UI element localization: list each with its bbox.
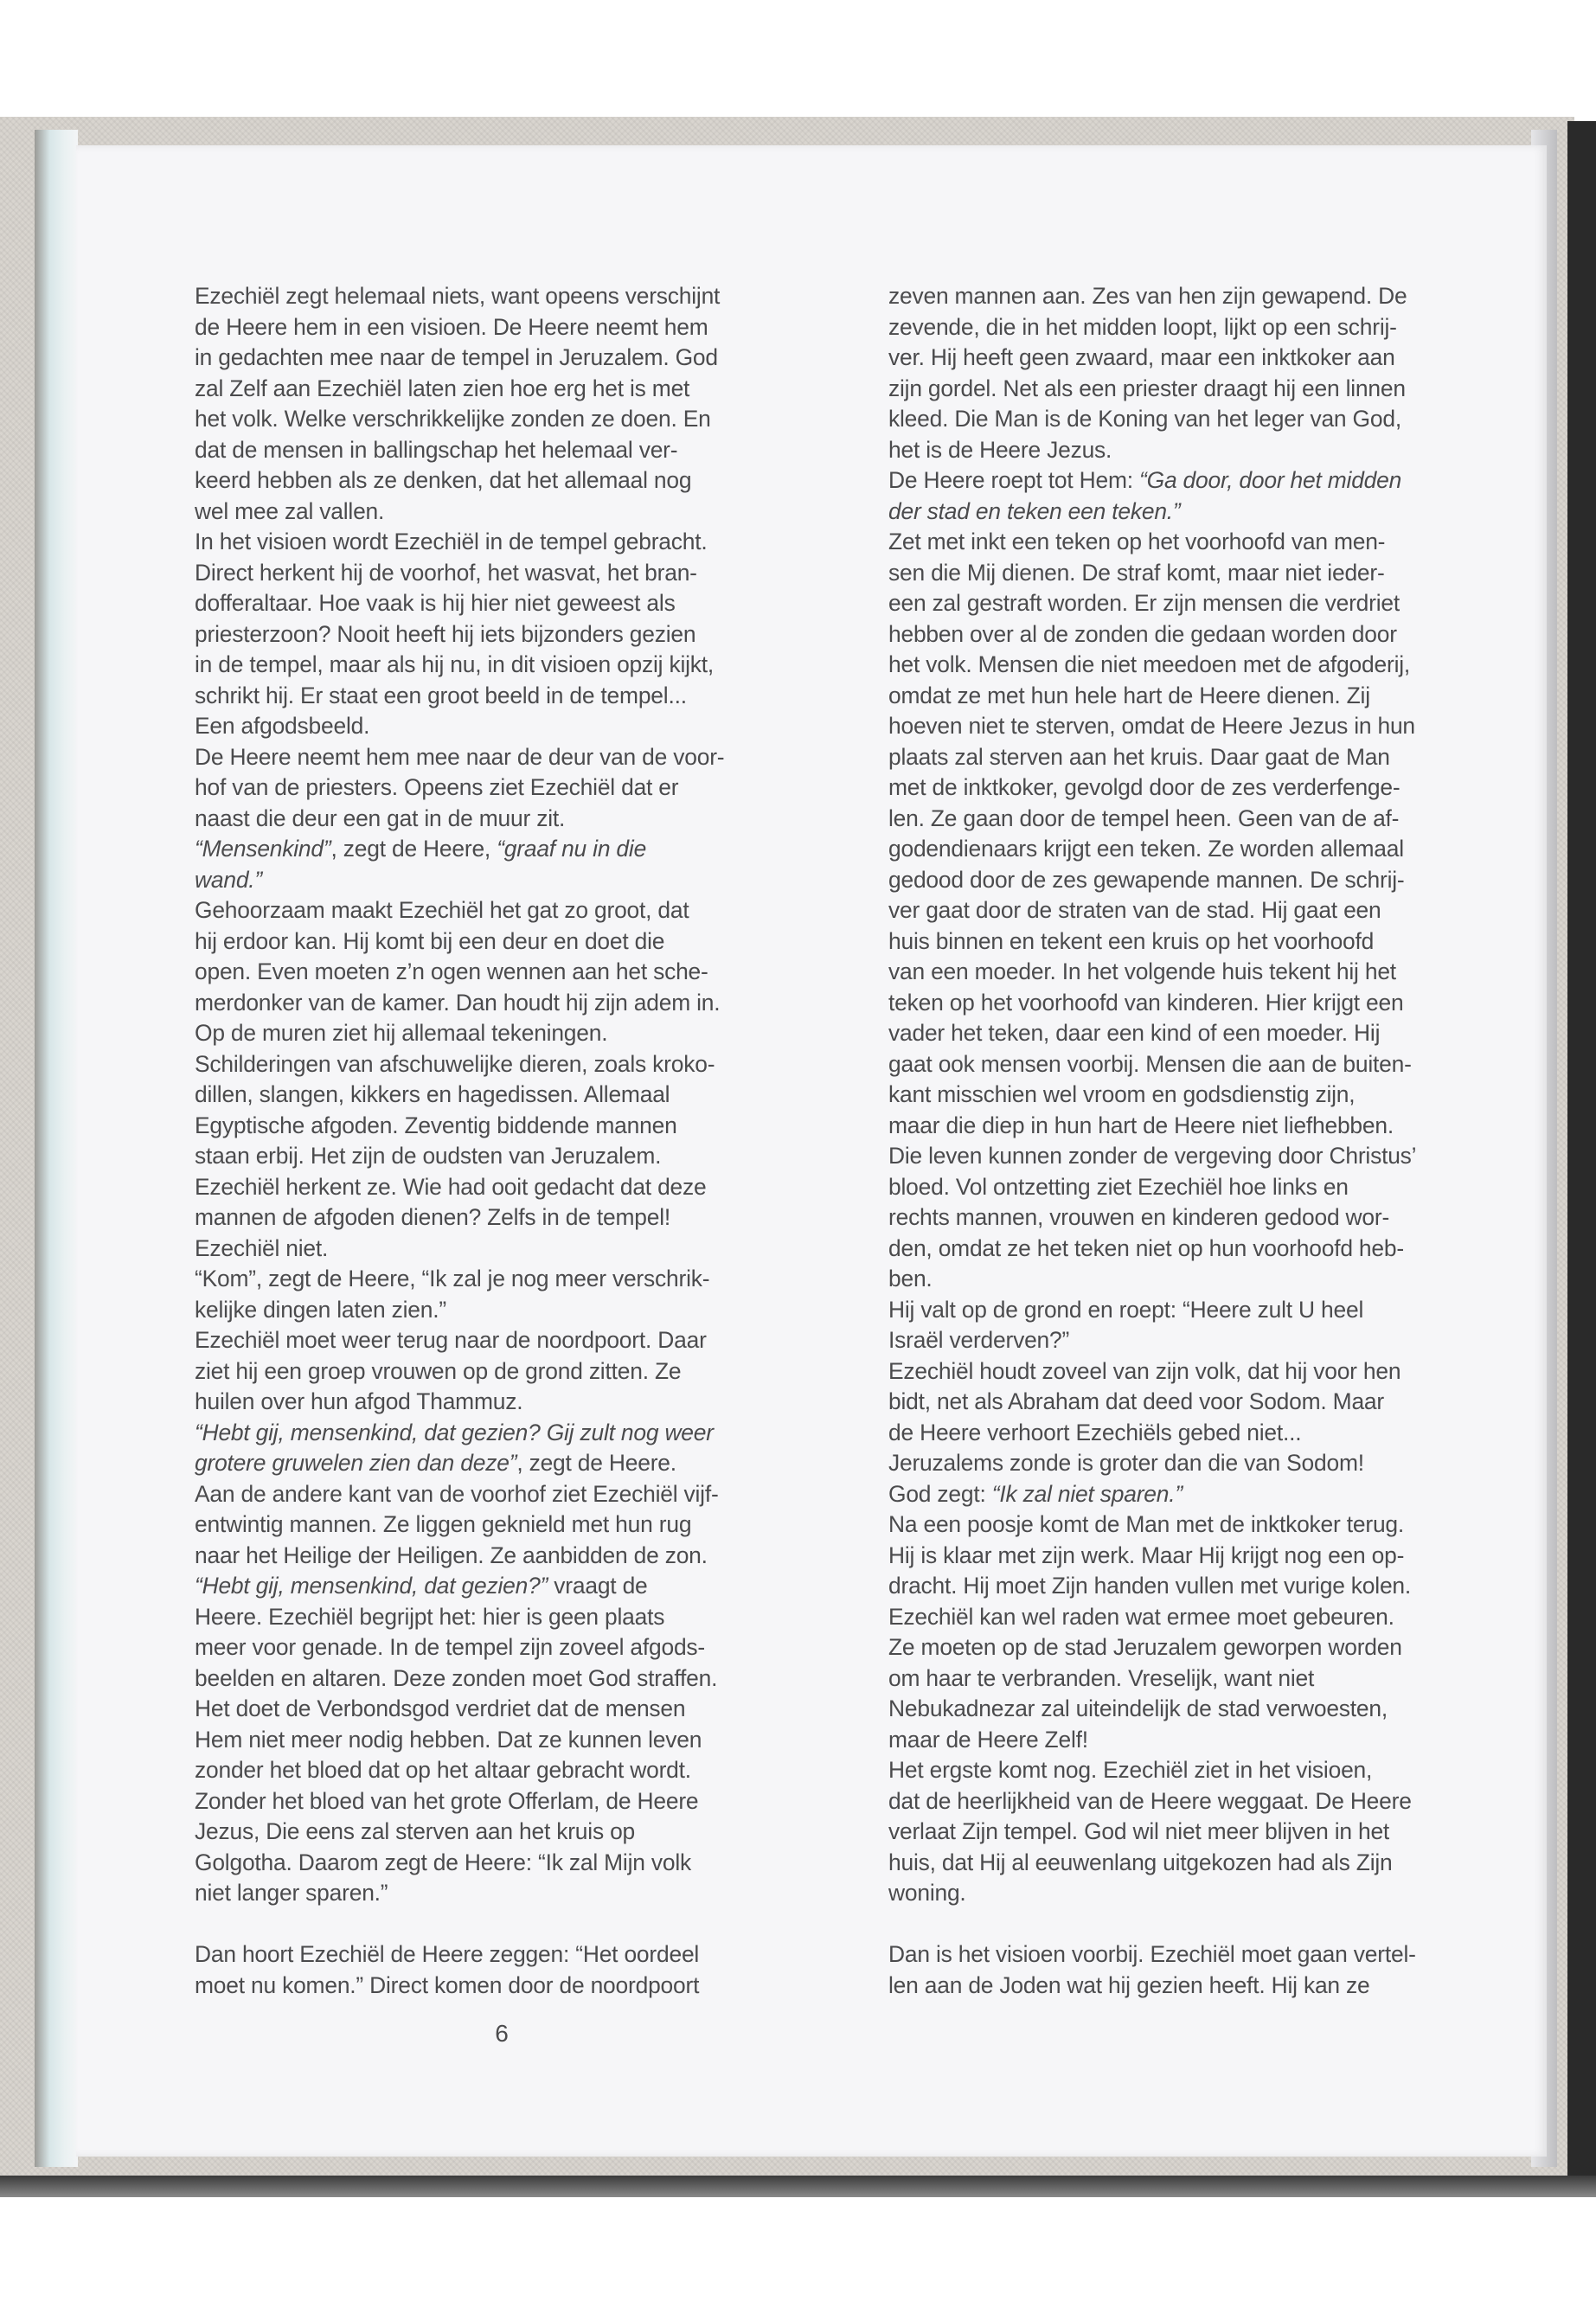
text-segment: rechts mannen, vrouwen en kinderen gedood wor- xyxy=(888,1204,1390,1230)
text-segment: kelijke dingen laten zien.” xyxy=(195,1296,446,1323)
text-line xyxy=(195,711,817,742)
text-segment: Het ergste komt nog. Ezechiël ziet in het visioen, xyxy=(888,1757,1373,1783)
text-line xyxy=(888,772,1511,804)
text-segment: hoeven niet te sterven, omdat de Heere Jezus in hun xyxy=(888,713,1415,739)
text-segment: Israël verderven?” xyxy=(888,1327,1070,1353)
text-line xyxy=(888,1448,1511,1479)
text-line xyxy=(195,558,817,589)
text-line xyxy=(195,527,817,558)
text-line xyxy=(195,1111,817,1142)
text-segment: mannen de afgoden dienen? Zelfs in de tempel! xyxy=(195,1204,670,1230)
text-line xyxy=(195,681,817,712)
text-line xyxy=(888,865,1511,896)
text-segment: Na een poosje komt de Man met de inktkoker terug. xyxy=(888,1511,1405,1537)
text-segment: Jezus, Die eens zal sterven aan het kruis op xyxy=(195,1818,636,1844)
text-line xyxy=(888,1264,1511,1295)
text-segment: de Heere verhoort Ezechiëls gebed niet... xyxy=(888,1419,1302,1445)
text-segment: gedood door de zes gewapende mannen. De schrij- xyxy=(888,866,1405,893)
text-segment: teken op het voorhoofd van kinderen. Hier krijgt een xyxy=(888,989,1404,1016)
text-line xyxy=(888,1939,1511,1971)
text-segment: hebben over al de zonden die gedaan worden door xyxy=(888,620,1397,647)
italic-text: “graaf nu in die xyxy=(497,836,647,862)
text-line xyxy=(195,497,817,528)
text-line xyxy=(195,804,817,835)
text-segment: , zegt de Heere. xyxy=(516,1450,676,1476)
text-line xyxy=(888,1663,1511,1695)
scan-backdrop-bottom xyxy=(0,2176,1596,2197)
text-line xyxy=(888,404,1511,435)
text-line xyxy=(195,374,817,405)
text-segment: in de tempel, maar als hij nu, in dit visioen opzij kijkt, xyxy=(195,651,715,677)
text-segment: het volk. Welke verschrikkelijke zonden ze doen. En xyxy=(195,406,711,432)
text-line xyxy=(888,1694,1511,1725)
text-segment: In het visioen wordt Ezechiël in de tempel gebracht. xyxy=(195,529,708,554)
text-line xyxy=(888,1571,1511,1602)
text-line xyxy=(888,1111,1511,1142)
book-spine xyxy=(35,130,78,2167)
text-line xyxy=(195,957,817,988)
text-line xyxy=(195,834,817,865)
text-segment: moet nu komen.” Direct komen door de noordpoort xyxy=(195,1971,700,1998)
text-line xyxy=(195,1172,817,1203)
text-segment: Hem niet meer nodig hebben. Dat ze kunnen leven xyxy=(195,1726,702,1753)
text-segment: entwintig mannen. Ze liggen geknield met hun rug xyxy=(195,1511,692,1537)
text-line xyxy=(888,435,1511,466)
text-line xyxy=(195,619,817,651)
italic-text: “Mensenkind” xyxy=(195,836,331,862)
text-line xyxy=(195,1049,817,1080)
text-line xyxy=(888,1878,1511,1909)
text-segment: verlaat Zijn tempel. God wil niet meer blijven in het xyxy=(888,1818,1390,1844)
text-line xyxy=(888,1172,1511,1203)
text-segment: maar die diep in hun hart de Heere niet liefhebben. xyxy=(888,1112,1394,1138)
page-number: 6 xyxy=(495,2020,509,2047)
text-segment: open. Even moeten z’n ogen wennen aan het sche- xyxy=(195,958,708,984)
text-segment: plaats zal sterven aan het kruis. Daar gaat de Man xyxy=(888,743,1390,770)
text-line xyxy=(888,1418,1511,1449)
text-segment: dat de heerlijkheid van de Heere weggaat. De Heere xyxy=(888,1787,1412,1814)
text-line xyxy=(888,1141,1511,1172)
text-segment: “Kom”, zegt de Heere, “Ik zal je nog meer verschrik- xyxy=(195,1266,710,1292)
text-segment: Ze moeten op de stad Jeruzalem geworpen worden xyxy=(888,1634,1402,1660)
text-line xyxy=(888,742,1511,773)
text-line xyxy=(888,1234,1511,1265)
text-line xyxy=(195,588,817,619)
text-line xyxy=(195,742,817,773)
text-line xyxy=(195,1141,817,1172)
text-line xyxy=(888,619,1511,651)
text-line xyxy=(888,1080,1511,1111)
text-line xyxy=(195,1356,817,1388)
text-line xyxy=(888,988,1511,1019)
text-segment: maar de Heere Zelf! xyxy=(888,1726,1088,1753)
text-line xyxy=(195,1541,817,1572)
text-segment: zal Zelf aan Ezechiël laten zien hoe erg het is met xyxy=(195,375,690,401)
text-line xyxy=(888,1509,1511,1541)
text-line xyxy=(195,926,817,958)
text-line xyxy=(888,312,1511,343)
scan-backdrop xyxy=(1567,121,1596,2197)
italic-text: wand.” xyxy=(195,866,263,893)
text-segment: priesterzoon? Nooit heeft hij iets bijzonders gezien xyxy=(195,620,696,647)
text-segment: kleed. Die Man is de Koning van het leger van God, xyxy=(888,406,1401,432)
italic-text: “Hebt gij, mensenkind, dat gezien? Gij zult nog weer xyxy=(195,1419,714,1445)
text-line xyxy=(195,1909,817,1940)
text-line xyxy=(195,650,817,681)
text-segment: niet langer sparen.” xyxy=(195,1880,388,1906)
text-line xyxy=(195,1418,817,1449)
text-segment: , zegt de Heere, xyxy=(330,836,497,862)
text-segment: omdat ze met hun hele hart de Heere dienen. Zij xyxy=(888,682,1370,708)
italic-text: der stad en teken een teken.” xyxy=(888,497,1181,524)
text-segment: Ezechiël zegt helemaal niets, want opeens verschijnt xyxy=(195,283,721,309)
text-segment: dofferaltaar. Hoe vaak is hij hier niet geweest als xyxy=(195,590,676,616)
text-line xyxy=(195,1694,817,1725)
text-segment: het is de Heere Jezus. xyxy=(888,436,1112,463)
italic-text: grotere gruwelen zien dan deze” xyxy=(195,1450,517,1476)
text-line xyxy=(888,527,1511,558)
text-segment: meer voor genade. In de tempel zijn zoveel afgods- xyxy=(195,1634,706,1660)
text-line xyxy=(195,1755,817,1786)
text-segment: in gedachten mee naar de tempel in Jeruzalem. God xyxy=(195,344,718,370)
text-segment: naar het Heilige der Heiligen. Ze aanbidden de zon. xyxy=(195,1541,708,1568)
text-line xyxy=(195,465,817,497)
text-line xyxy=(888,1541,1511,1572)
text-segment: de Heere hem in een visioen. De Heere neemt hem xyxy=(195,313,708,340)
text-line xyxy=(195,281,817,312)
text-segment: De Heere neemt hem mee naar de deur van de voor- xyxy=(195,743,725,770)
text-segment: kant misschien wel vroom en godsdienstig zijn, xyxy=(888,1081,1356,1107)
text-line xyxy=(888,681,1511,712)
text-segment: Die leven kunnen zonder de vergeving door Christus’ xyxy=(888,1143,1417,1169)
italic-text: “Ga door, door het midden xyxy=(1139,467,1402,493)
text-segment: Ezechiël kan wel raden wat ermee moet gebeuren. xyxy=(888,1603,1394,1630)
text-segment: sen die Mij dienen. De straf komt, maar niet ieder- xyxy=(888,559,1385,586)
text-line xyxy=(888,1909,1511,1940)
text-line xyxy=(888,1295,1511,1326)
text-segment: godendienaars krijgt een teken. Ze worden allemaal xyxy=(888,836,1404,862)
text-segment: Hij is klaar met zijn werk. Maar Hij krijgt nog een op- xyxy=(888,1541,1405,1568)
text-line xyxy=(195,1632,817,1663)
text-segment: huis binnen en tekent een kruis op het voorhoofd xyxy=(888,927,1375,954)
text-line xyxy=(888,650,1511,681)
text-line xyxy=(888,1817,1511,1848)
text-segment: Zet met inkt een teken op het voorhoofd van men- xyxy=(888,529,1386,554)
text-line xyxy=(888,1049,1511,1080)
text-segment: het volk. Mensen die niet meedoen met de afgoderij, xyxy=(888,651,1411,677)
text-line xyxy=(195,1448,817,1479)
text-line xyxy=(195,435,817,466)
text-segment: Egyptische afgoden. Zeventig biddende mannen xyxy=(195,1112,677,1138)
text-line xyxy=(195,772,817,804)
text-segment: ben. xyxy=(888,1266,933,1292)
text-line xyxy=(195,988,817,1019)
text-line xyxy=(888,343,1511,374)
text-segment: Dan is het visioen voorbij. Ezechiël moet gaan vertel- xyxy=(888,1941,1416,1967)
text-line xyxy=(195,1295,817,1326)
text-line xyxy=(888,1325,1511,1356)
text-line xyxy=(195,1479,817,1510)
text-line xyxy=(888,895,1511,926)
text-segment: bidt, net als Abraham dat deed voor Sodom. Maar xyxy=(888,1388,1384,1414)
text-line xyxy=(888,926,1511,958)
text-segment: hof van de priesters. Opeens ziet Ezechiël dat er xyxy=(195,774,679,800)
text-line xyxy=(888,957,1511,988)
text-segment: ziet hij een groep vrouwen op de grond zitten. Ze xyxy=(195,1357,682,1384)
text-line xyxy=(195,1725,817,1756)
italic-text: “Ik zal niet sparen.” xyxy=(991,1480,1183,1507)
text-segment: woning. xyxy=(888,1880,966,1906)
text-segment: Golgotha. Daarom zegt de Heere: “Ik zal Mijn volk xyxy=(195,1849,691,1875)
text-line xyxy=(195,1878,817,1909)
text-line xyxy=(195,1663,817,1695)
text-segment: merdonker van de kamer. Dan houdt hij zijn adem in. xyxy=(195,989,721,1016)
text-segment: Schilderingen van afschuwelijke dieren, zoals kroko- xyxy=(195,1050,715,1077)
text-segment: naast die deur een gat in de muur zit. xyxy=(195,804,566,831)
text-line xyxy=(888,281,1511,312)
text-line xyxy=(888,497,1511,528)
text-segment: Nebukadnezar zal uiteindelijk de stad verwoesten, xyxy=(888,1695,1388,1721)
text-line xyxy=(195,1202,817,1234)
text-line xyxy=(195,343,817,374)
text-line xyxy=(888,1202,1511,1234)
text-line xyxy=(888,374,1511,405)
italic-text: “Hebt gij, mensenkind, dat gezien?” xyxy=(195,1573,548,1599)
text-segment: huilen over hun afgod Thammuz. xyxy=(195,1388,523,1414)
text-segment: len. Ze gaan door de tempel heen. Geen van de af- xyxy=(888,804,1400,831)
text-line xyxy=(888,1725,1511,1756)
text-segment: zijn gordel. Net als een priester draagt hij een linnen xyxy=(888,375,1406,401)
text-line xyxy=(888,465,1511,497)
text-segment: keerd hebben als ze denken, dat het allemaal nog xyxy=(195,467,692,493)
text-line xyxy=(888,1602,1511,1633)
text-segment: Gehoorzaam maakt Ezechiël het gat zo groot, dat xyxy=(195,897,689,923)
text-segment: vader het teken, daar een kind of een moeder. Hij xyxy=(888,1020,1381,1046)
text-segment: dracht. Hij moet Zijn handen vullen met vurige kolen. xyxy=(888,1573,1412,1599)
text-column-left xyxy=(195,281,817,2001)
text-line xyxy=(195,1817,817,1848)
text-segment: zeven mannen aan. Zes van hen zijn gewapend. De xyxy=(888,283,1407,309)
text-column-right xyxy=(888,281,1511,2001)
text-segment: ver gaat door de straten van de stad. Hij gaat een xyxy=(888,897,1381,923)
text-segment: dillen, slangen, kikkers en hagedissen. Allemaal xyxy=(195,1081,670,1107)
text-segment: zonder het bloed dat op het altaar gebracht wordt. xyxy=(195,1757,691,1783)
text-segment: Ezechiël niet. xyxy=(195,1234,329,1261)
text-segment: Aan de andere kant van de voorhof ziet Ezechiël vijf- xyxy=(195,1480,719,1507)
text-line xyxy=(195,1786,817,1817)
text-line xyxy=(888,1479,1511,1510)
text-segment: Jeruzalems zonde is groter dan die van Sodom! xyxy=(888,1450,1364,1476)
text-line xyxy=(888,834,1511,865)
text-line xyxy=(195,1234,817,1265)
text-segment: schrikt hij. Er staat een groot beeld in de tempel... xyxy=(195,682,687,708)
text-line xyxy=(195,1602,817,1633)
text-segment: staan erbij. Het zijn de oudsten van Jeruzalem. xyxy=(195,1143,662,1169)
text-line xyxy=(195,1018,817,1049)
text-segment: Een afgodsbeeld. xyxy=(195,713,370,739)
text-line xyxy=(888,1755,1511,1786)
text-segment: Direct herkent hij de voorhof, het wasvat, het bran- xyxy=(195,559,697,586)
text-segment: met de inktkoker, gevolgd door de zes verderfenge- xyxy=(888,774,1401,800)
text-segment: een zal gestraft worden. Er zijn mensen die verdriet xyxy=(888,590,1401,616)
text-segment: Ezechiël houdt zoveel van zijn volk, dat hij voor hen xyxy=(888,1357,1401,1384)
text-line xyxy=(888,804,1511,835)
text-line xyxy=(888,1632,1511,1663)
text-line xyxy=(195,865,817,896)
text-line xyxy=(888,1018,1511,1049)
text-segment: bloed. Vol ontzetting ziet Ezechiël hoe links en xyxy=(888,1173,1349,1200)
text-line xyxy=(888,1848,1511,1879)
text-line xyxy=(195,1264,817,1295)
text-line xyxy=(195,1325,817,1356)
text-segment: wel mee zal vallen. xyxy=(195,497,385,524)
text-segment: om haar te verbranden. Vreselijk, want niet xyxy=(888,1664,1315,1691)
text-segment: hij erdoor kan. Hij komt bij een deur en doet die xyxy=(195,927,665,954)
text-segment: gaat ook mensen voorbij. Mensen die aan de buiten- xyxy=(888,1050,1412,1077)
text-line xyxy=(195,404,817,435)
text-line xyxy=(888,558,1511,589)
text-segment: van een moeder. In het volgende huis tekent hij het xyxy=(888,958,1396,984)
text-line xyxy=(195,1387,817,1418)
text-line xyxy=(888,1356,1511,1388)
text-segment: dat de mensen in ballingschap het helemaal ver- xyxy=(195,436,678,463)
text-segment: huis, dat Hij al eeuwenlang uitgekozen had als Zijn xyxy=(888,1849,1393,1875)
text-segment: Ezechiël herkent ze. Wie had ooit gedacht dat deze xyxy=(195,1173,707,1200)
text-segment: Ezechiël moet weer terug naar de noordpoort. Daar xyxy=(195,1327,707,1353)
text-segment: Het doet de Verbondsgod verdriet dat de mensen xyxy=(195,1695,686,1721)
text-line xyxy=(888,1786,1511,1817)
text-line xyxy=(195,1939,817,1971)
text-segment: Hij valt op de grond en roept: “Heere zult U heel xyxy=(888,1296,1364,1323)
text-line xyxy=(888,588,1511,619)
text-line xyxy=(888,711,1511,742)
text-segment: God zegt: xyxy=(888,1480,992,1507)
text-segment: Zonder het bloed van het grote Offerlam, de Heere xyxy=(195,1787,699,1814)
text-segment: den, omdat ze het teken niet op hun voorhoofd heb- xyxy=(888,1234,1404,1261)
text-segment: De Heere roept tot Hem: xyxy=(888,467,1140,493)
text-line xyxy=(195,312,817,343)
text-line xyxy=(195,1571,817,1602)
text-line xyxy=(195,1080,817,1111)
text-line xyxy=(195,1848,817,1879)
text-segment: ver. Hij heeft geen zwaard, maar een inktkoker aan xyxy=(888,344,1395,370)
text-line xyxy=(195,1971,817,2002)
text-line xyxy=(195,1509,817,1541)
text-segment: Dan hoort Ezechiël de Heere zeggen: “Het oordeel xyxy=(195,1941,700,1967)
text-segment: len aan de Joden wat hij gezien heeft. Hij kan ze xyxy=(888,1971,1370,1998)
text-segment: zevende, die in het midden loopt, lijkt op een schrij- xyxy=(888,313,1397,340)
text-segment: beelden en altaren. Deze zonden moet God straffen. xyxy=(195,1664,718,1691)
text-line xyxy=(195,895,817,926)
text-line xyxy=(888,1387,1511,1418)
text-segment: Op de muren ziet hij allemaal tekeningen. xyxy=(195,1020,608,1046)
text-line xyxy=(888,1971,1511,2002)
text-segment: vraagt de xyxy=(548,1573,648,1599)
text-segment: Heere. Ezechiël begrijpt het: hier is geen plaats xyxy=(195,1603,665,1630)
